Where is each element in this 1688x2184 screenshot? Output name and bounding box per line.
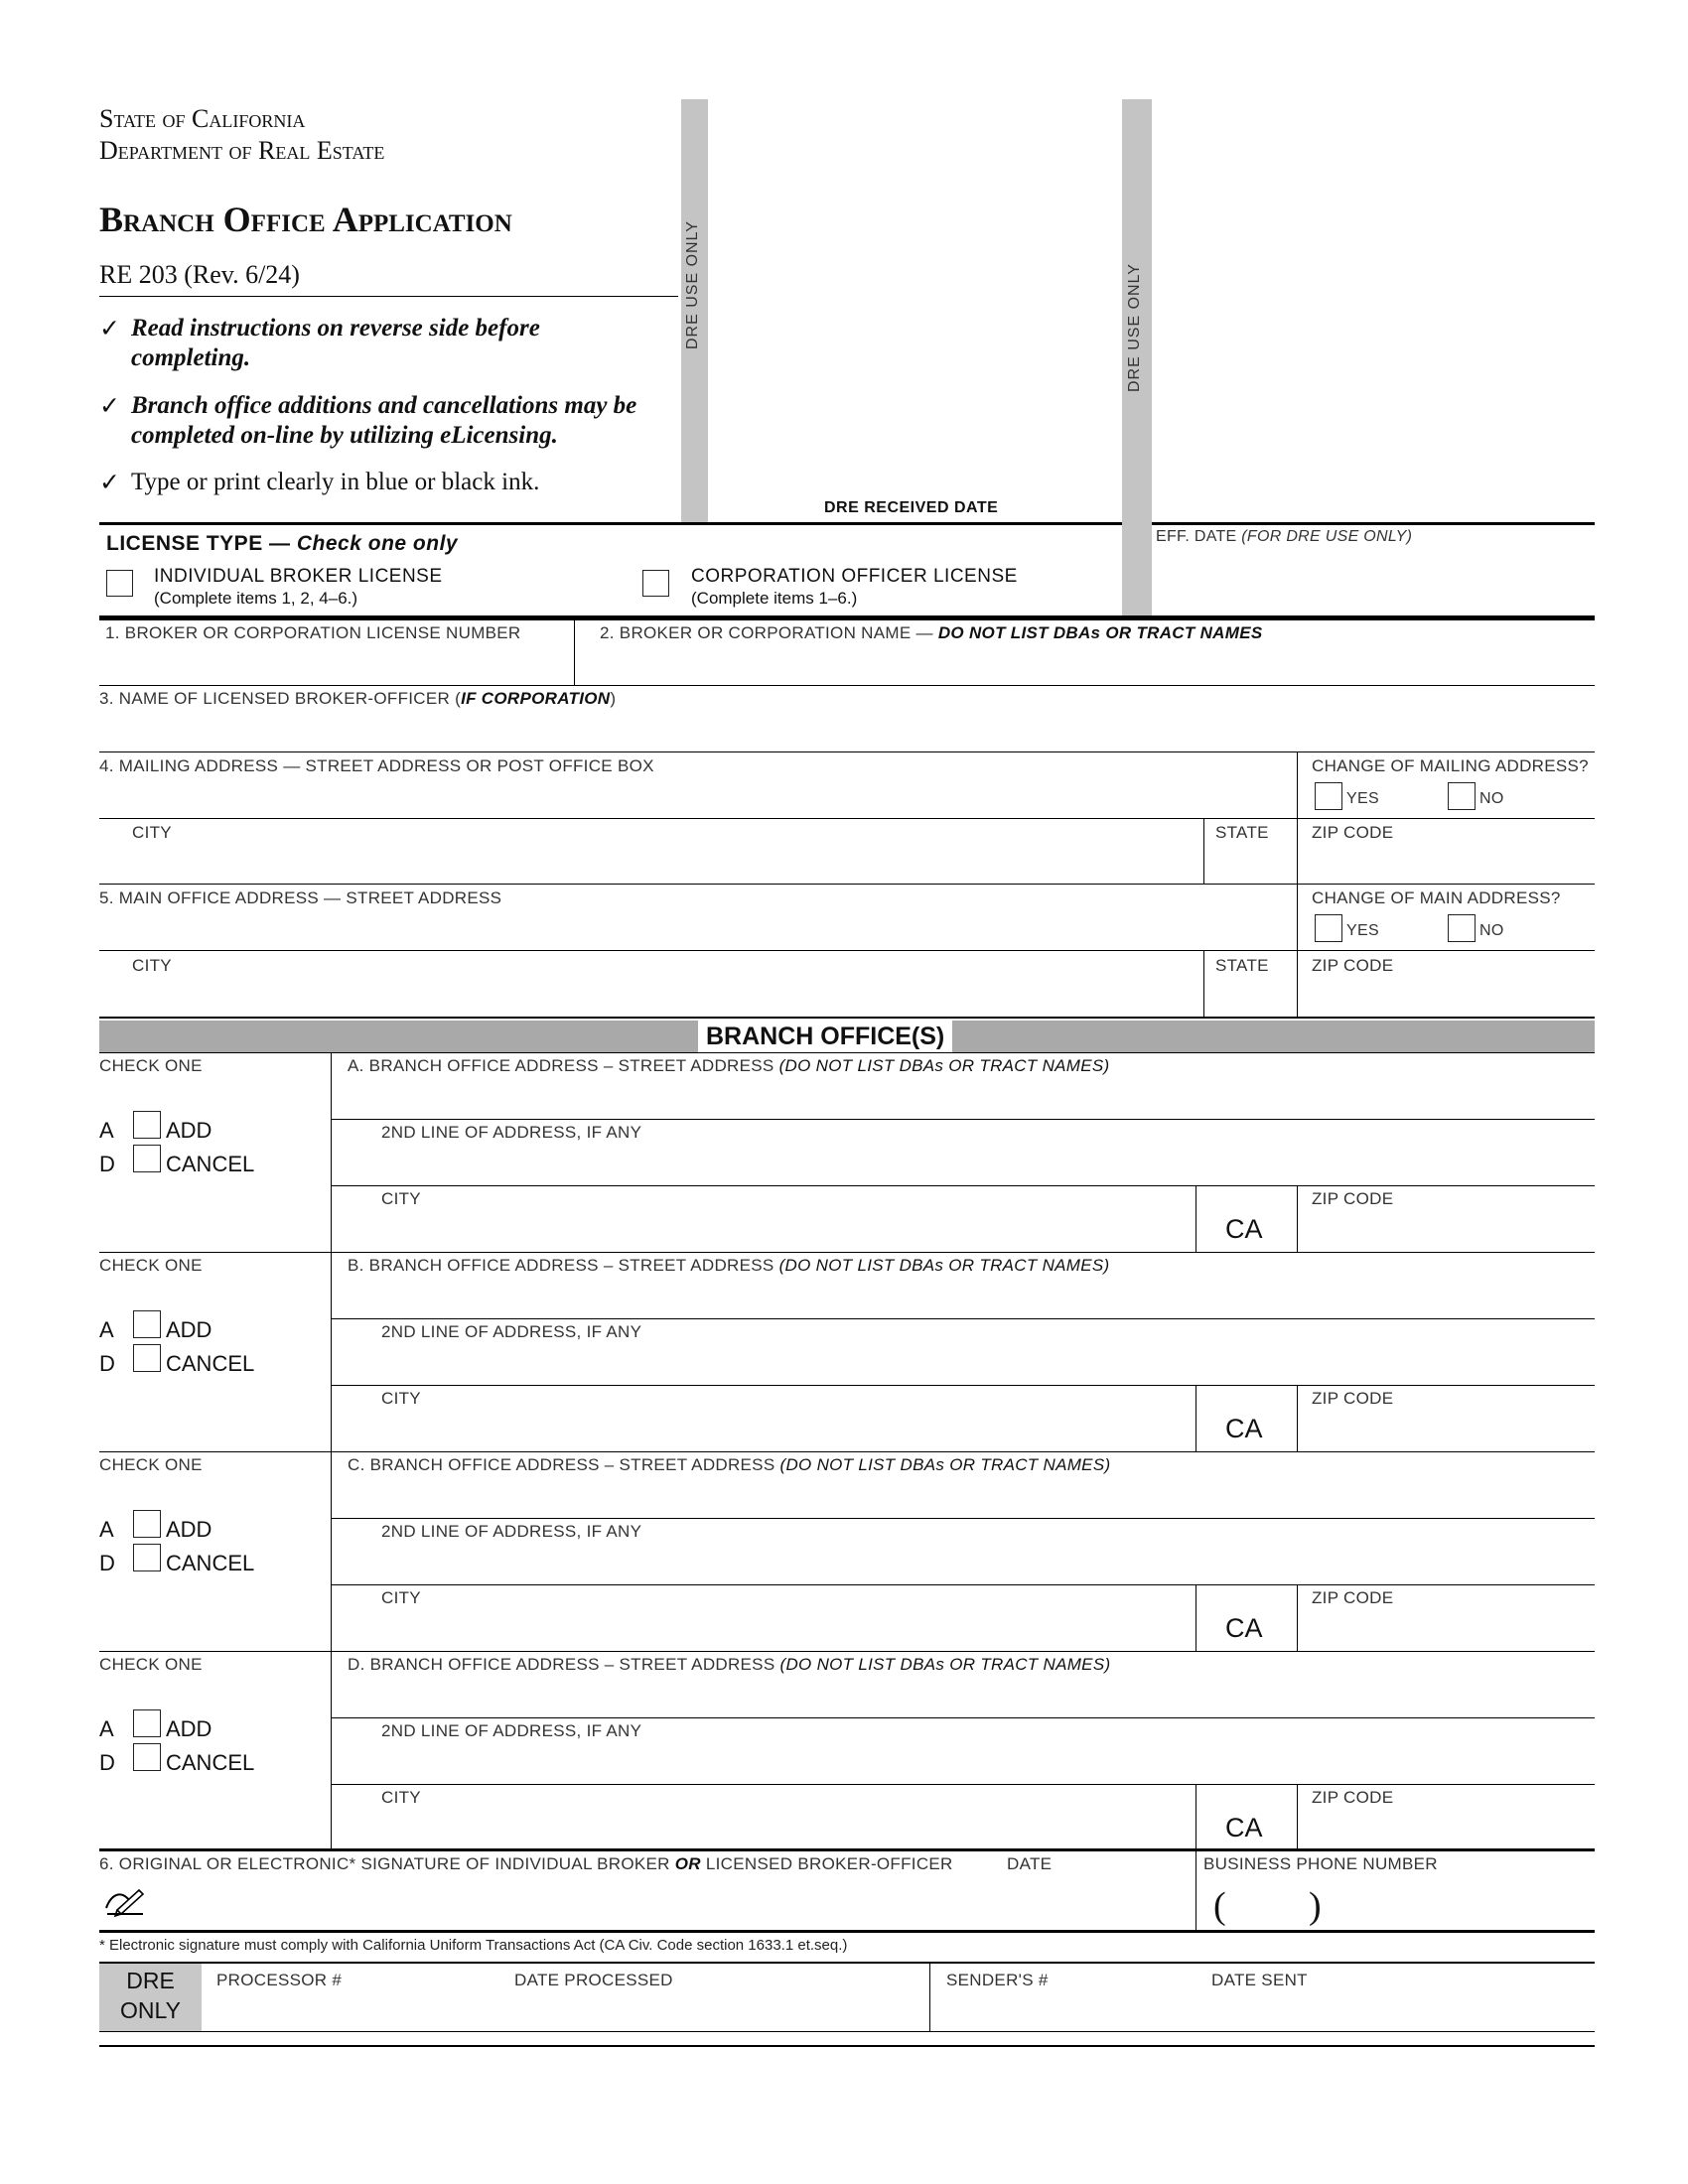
add-label: ADD <box>166 1317 212 1342</box>
branch-rule <box>331 1584 1595 1585</box>
cancel-label: CANCEL <box>166 1551 255 1575</box>
processor-label: PROCESSOR # <box>216 1971 343 1989</box>
cancel-label: CANCEL <box>166 1351 255 1376</box>
check-one-label: CHECK ONE <box>99 1256 203 1275</box>
field-4-label: 4. MAILING ADDRESS — STREET ADDRESS OR POST OFFICE BOX <box>99 756 654 775</box>
cancel-label: CANCEL <box>166 1750 255 1775</box>
add-label: ADD <box>166 1716 212 1741</box>
branch-zip-divider <box>1297 1784 1298 1849</box>
signature-label: 6. ORIGINAL OR ELECTRONIC* SIGNATURE OF INDIVIDUAL BROKER OR LICENSED BROKER-OFFICER <box>99 1854 953 1873</box>
branch-a-add-checkbox[interactable] <box>133 1111 161 1139</box>
branch-rule <box>331 1784 1595 1785</box>
license-bottom-rule <box>99 615 1595 620</box>
dre-only-divider <box>929 1964 930 2031</box>
branch-state-value: CA <box>1225 1414 1263 1443</box>
eff-date-label: EFF. DATE (FOR DRE USE ONLY) <box>1156 528 1413 545</box>
branch-d-add-checkbox[interactable] <box>133 1709 161 1737</box>
add-label: ADD <box>166 1118 212 1143</box>
sender-label: SENDER'S # <box>946 1971 1049 1989</box>
branch-zip-label: ZIP CODE <box>1312 1389 1394 1408</box>
branch-rule <box>331 1385 1595 1386</box>
corporation-officer-label: CORPORATION OFFICER LICENSE <box>691 566 1018 587</box>
pen-signature-icon <box>103 1886 147 1918</box>
branch-bottom-rule <box>99 1252 1595 1253</box>
add-code-letter: A <box>99 1118 114 1143</box>
dre-use-only-label-2: DRE USE ONLY <box>1126 263 1143 392</box>
main-zip-label: ZIP CODE <box>1312 956 1394 975</box>
instruction-2: Branch office additions and cancellations may be completed on-line by utilizing eLicensing. <box>131 392 637 449</box>
branch-zip-divider <box>1297 1584 1298 1651</box>
branch-city-label: CITY <box>381 1189 421 1208</box>
second-line-label: 2ND LINE OF ADDRESS, IF ANY <box>381 1322 642 1341</box>
license-type-heading: LICENSE TYPE — Check one only <box>106 532 459 555</box>
check-mark-icon: ✓ <box>99 314 120 342</box>
license-top-rule <box>99 522 1122 525</box>
field-row-rule-1 <box>99 685 1595 686</box>
corporation-officer-checkbox[interactable] <box>642 570 669 597</box>
individual-broker-note: (Complete items 1, 2, 4–6.) <box>154 589 358 608</box>
branch-state-value: CA <box>1225 1813 1263 1843</box>
field-row-rule-2 <box>99 751 1595 752</box>
branch-a-cancel-checkbox[interactable] <box>133 1145 161 1172</box>
branch-rule <box>331 1717 1595 1718</box>
corporation-officer-note: (Complete items 1–6.) <box>691 589 858 608</box>
branch-zip-label: ZIP CODE <box>1312 1189 1394 1208</box>
main-city-label: CITY <box>132 956 172 975</box>
branch-state-value: CA <box>1225 1214 1263 1244</box>
license-top-rule-right <box>1152 522 1595 525</box>
individual-broker-label: INDIVIDUAL BROKER LICENSE <box>154 566 443 587</box>
phone-area-close[interactable]: ) <box>1309 1885 1322 1927</box>
change-mailing-label: CHANGE OF MAILING ADDRESS? <box>1312 756 1589 775</box>
main-yes-label: YES <box>1346 922 1379 939</box>
field-row-rule-4 <box>99 884 1595 885</box>
cancel-code-letter: D <box>99 1551 115 1575</box>
branch-zip-label: ZIP CODE <box>1312 1588 1394 1607</box>
field-row-rule-5 <box>99 950 1595 951</box>
cancel-code-letter: D <box>99 1152 115 1176</box>
signature-top-rule <box>99 1848 1595 1851</box>
date-processed-label: DATE PROCESSED <box>514 1971 673 1989</box>
state-name: State of California <box>99 104 306 133</box>
field-1-2-divider <box>574 620 575 685</box>
add-code-letter: A <box>99 1517 114 1542</box>
electronic-signature-footnote: * Electronic signature must comply with California Uniform Transactions Act (CA Civ. Code section 1633.1 et.seq.) <box>99 1937 848 1954</box>
branch-city-label: CITY <box>381 1588 421 1607</box>
branch-bottom-rule <box>99 1651 1595 1652</box>
check-mark-icon: ✓ <box>99 468 120 496</box>
mailing-change-no-checkbox[interactable] <box>1448 782 1476 810</box>
mailing-state-label: STATE <box>1215 823 1269 842</box>
dre-only-line1: DRE <box>126 1968 175 1993</box>
cancel-code-letter: D <box>99 1351 115 1376</box>
branch-left-divider <box>331 1252 332 1451</box>
branch-zip-divider <box>1297 1385 1298 1451</box>
dre-only-line2: ONLY <box>120 1997 181 2023</box>
field-3-label: 3. NAME OF LICENSED BROKER-OFFICER (IF CORPORATION) <box>99 689 617 708</box>
second-line-label: 2ND LINE OF ADDRESS, IF ANY <box>381 1522 642 1541</box>
mailing-yes-label: YES <box>1346 790 1379 807</box>
branch-zip-divider <box>1297 1185 1298 1252</box>
mailing-change-yes-checkbox[interactable] <box>1315 782 1342 810</box>
check-mark-icon: ✓ <box>99 391 120 420</box>
branch-c-cancel-checkbox[interactable] <box>133 1544 161 1571</box>
branch-d-address-label: D. BRANCH OFFICE ADDRESS – STREET ADDRESS (DO NOT LIST DBAs OR TRACT NAMES) <box>348 1655 1111 1674</box>
signature-bottom-rule <box>99 1930 1595 1933</box>
branch-office-title: BRANCH OFFICE(S) <box>698 1021 952 1052</box>
branch-city-label: CITY <box>381 1788 421 1807</box>
branch-b-address-label: B. BRANCH OFFICE ADDRESS – STREET ADDRESS (DO NOT LIST DBAs OR TRACT NAMES) <box>348 1256 1110 1275</box>
main-no-label: NO <box>1479 922 1504 939</box>
branch-d-cancel-checkbox[interactable] <box>133 1743 161 1771</box>
branch-left-divider <box>331 1651 332 1849</box>
dre-use-only-label-1: DRE USE ONLY <box>684 220 701 349</box>
field-5-label: 5. MAIN OFFICE ADDRESS — STREET ADDRESS <box>99 888 502 907</box>
branch-a-address-label: A. BRANCH OFFICE ADDRESS – STREET ADDRESS (DO NOT LIST DBAs OR TRACT NAMES) <box>348 1056 1110 1075</box>
change-main-label: CHANGE OF MAIN ADDRESS? <box>1312 888 1561 907</box>
main-state-label: STATE <box>1215 956 1269 975</box>
add-code-letter: A <box>99 1317 114 1342</box>
individual-broker-checkbox[interactable] <box>106 570 133 597</box>
field-row-rule-6 <box>99 1017 1595 1019</box>
dre-only-top-rule <box>99 1962 1595 1964</box>
branch-c-add-checkbox[interactable] <box>133 1510 161 1538</box>
signature-date-label: DATE <box>1007 1854 1053 1873</box>
branch-c-address-label: C. BRANCH OFFICE ADDRESS – STREET ADDRESS (DO NOT LIST DBAs OR TRACT NAMES) <box>348 1455 1111 1474</box>
branch-rule <box>331 1518 1595 1519</box>
field-row-rule-3 <box>99 818 1595 819</box>
branch-rule <box>331 1119 1595 1120</box>
branch-bottom-rule <box>99 1451 1595 1452</box>
add-code-letter: A <box>99 1716 114 1741</box>
branch-zip-label: ZIP CODE <box>1312 1788 1394 1807</box>
branch-b-cancel-checkbox[interactable] <box>133 1344 161 1372</box>
mailing-state-divider <box>1203 818 1204 884</box>
phone-label: BUSINESS PHONE NUMBER <box>1203 1854 1438 1873</box>
cancel-code-letter: D <box>99 1750 115 1775</box>
branch-city-label: CITY <box>381 1389 421 1408</box>
dre-only-bottom-rule <box>99 2031 1595 2032</box>
branch-state-value: CA <box>1225 1613 1263 1643</box>
dre-received-date-label: DRE RECEIVED DATE <box>824 499 999 516</box>
phone-area-open[interactable]: ( <box>1213 1885 1226 1927</box>
branch-left-divider <box>331 1451 332 1651</box>
branch-b-add-checkbox[interactable] <box>133 1310 161 1338</box>
check-one-label: CHECK ONE <box>99 1655 203 1674</box>
second-line-label: 2ND LINE OF ADDRESS, IF ANY <box>381 1721 642 1740</box>
main-change-yes-checkbox[interactable] <box>1315 914 1342 942</box>
instruction-3: Type or print clearly in blue or black ink. <box>131 469 540 495</box>
date-sent-label: DATE SENT <box>1211 1971 1308 1989</box>
department-name: Department of Real Estate <box>99 136 385 165</box>
check-one-label: CHECK ONE <box>99 1455 203 1474</box>
field-2-label: 2. BROKER OR CORPORATION NAME — DO NOT LIST DBAs OR TRACT NAMES <box>600 623 1263 642</box>
mailing-no-label: NO <box>1479 790 1504 807</box>
cancel-label: CANCEL <box>166 1152 255 1176</box>
second-line-label: 2ND LINE OF ADDRESS, IF ANY <box>381 1123 642 1142</box>
main-change-no-checkbox[interactable] <box>1448 914 1476 942</box>
page-bottom-rule <box>99 2045 1595 2047</box>
instruction-1: Read instructions on reverse side before completing. <box>131 315 540 371</box>
header-divider <box>99 296 678 297</box>
check-one-label: CHECK ONE <box>99 1056 203 1075</box>
branch-header-bottom-rule <box>99 1052 1595 1053</box>
branch-rule <box>331 1185 1595 1186</box>
main-state-divider <box>1203 950 1204 1017</box>
branch-left-divider <box>331 1052 332 1252</box>
form-title: Branch Office Application <box>99 200 512 239</box>
form-number: RE 203 (Rev. 6/24) <box>99 260 300 289</box>
branch-rule <box>331 1318 1595 1319</box>
mailing-zip-label: ZIP CODE <box>1312 823 1394 842</box>
add-label: ADD <box>166 1517 212 1542</box>
field-1-label: 1. BROKER OR CORPORATION LICENSE NUMBER <box>105 623 521 642</box>
mailing-city-label: CITY <box>132 823 172 842</box>
